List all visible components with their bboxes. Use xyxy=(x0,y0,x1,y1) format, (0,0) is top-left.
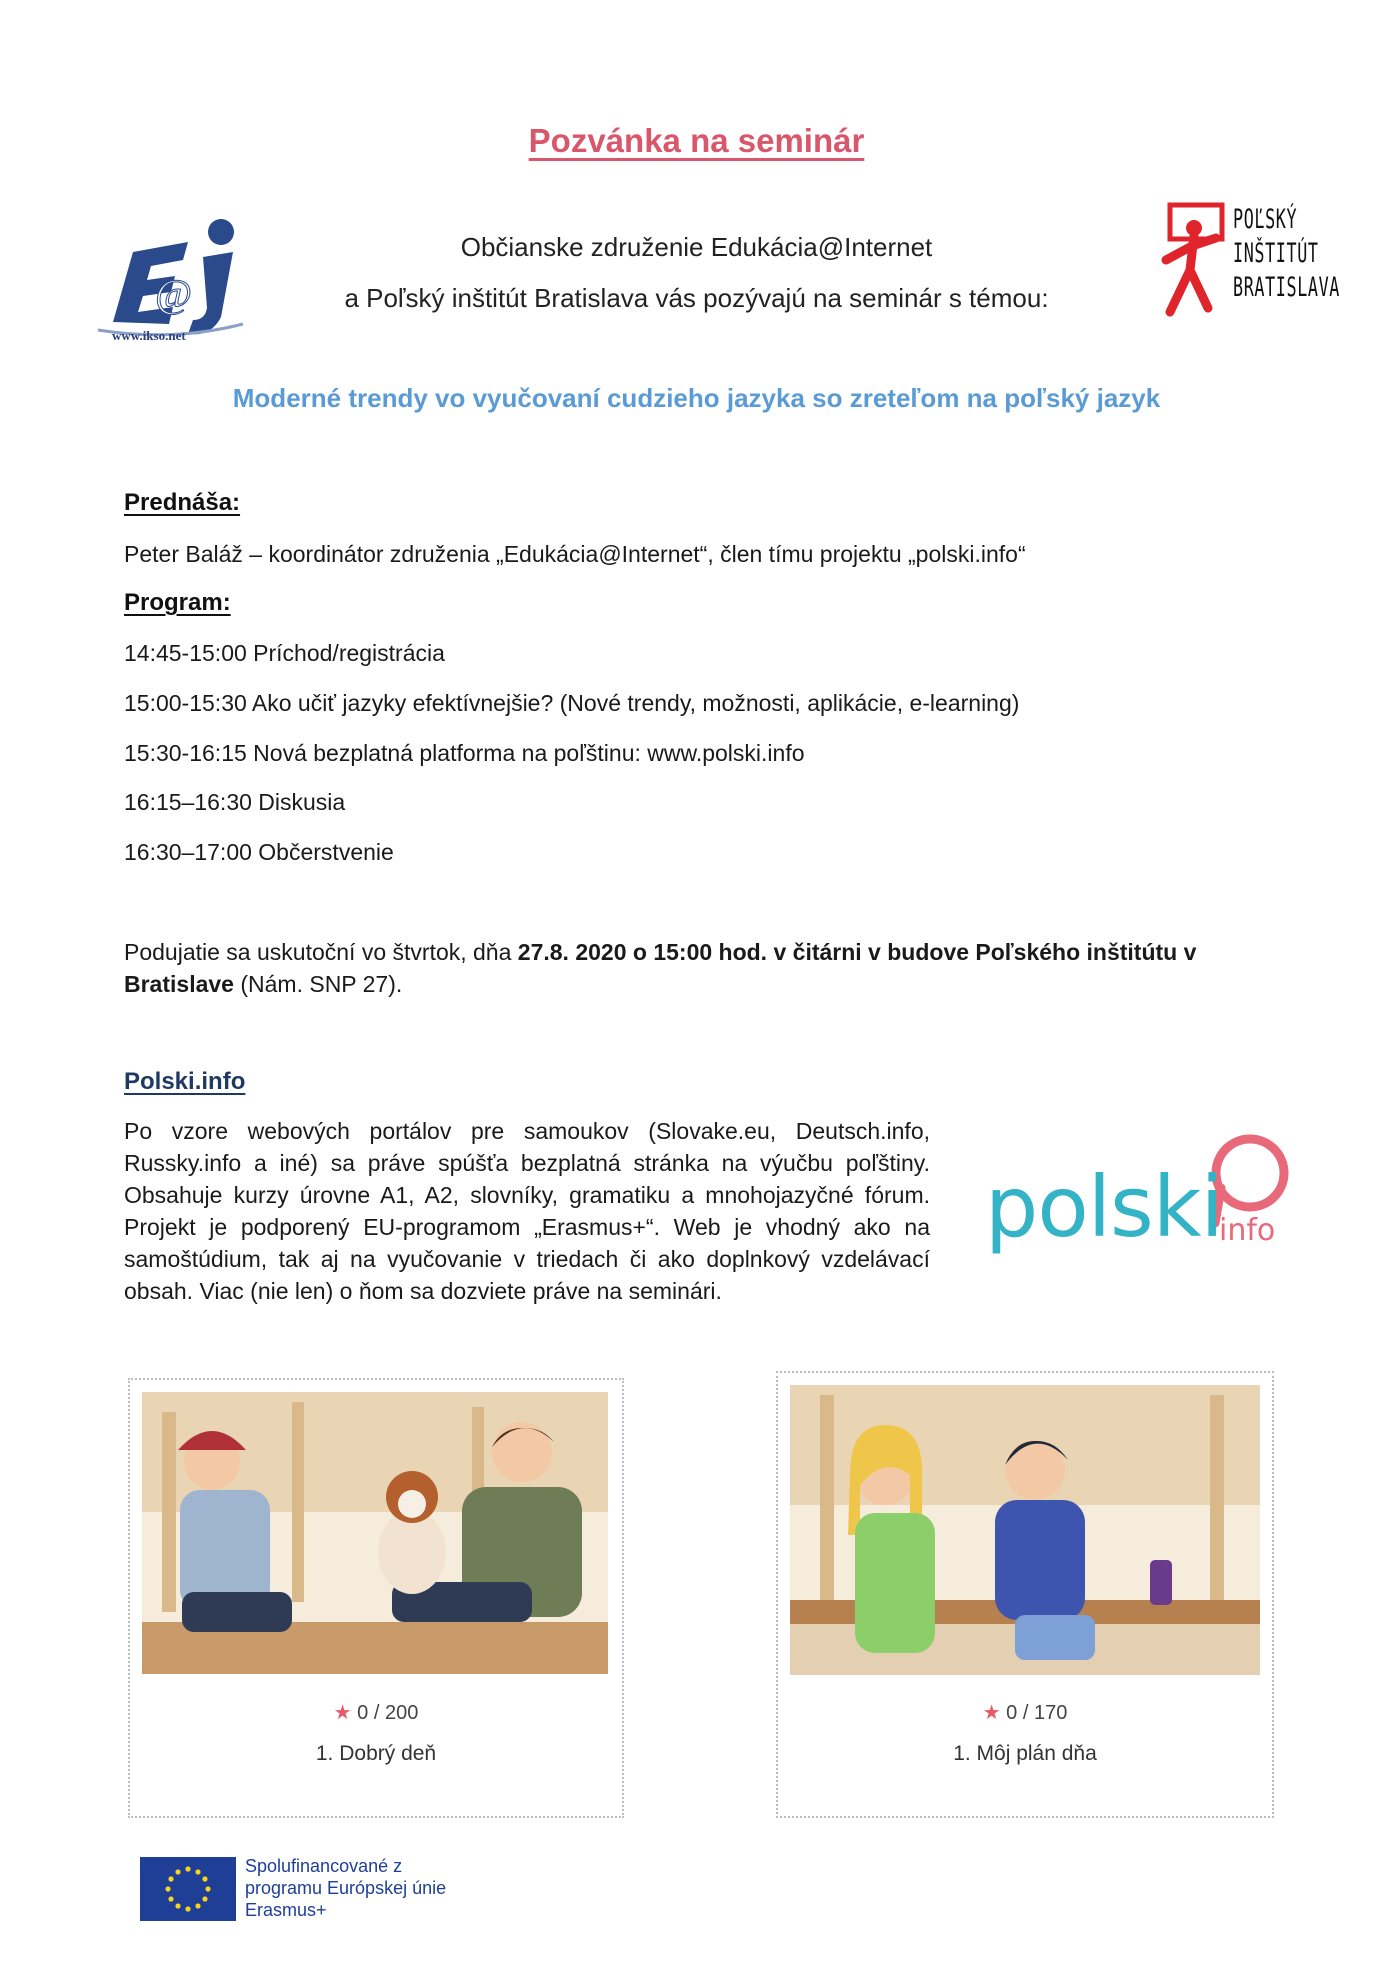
program-item: 15:30-16:15 Nová bezplatná platforma na poľštinu: www.polski.info xyxy=(124,740,805,766)
event-details xyxy=(124,936,1284,1000)
eu-text-line: Spolufinancované z xyxy=(245,1856,403,1876)
eai-logo-url: www.ikso.net xyxy=(112,328,186,343)
eu-text-line: programu Európskej únie xyxy=(245,1878,447,1898)
polski-logo-word: polski xyxy=(985,1158,1223,1256)
event-date-place: 27.8. 2020 o 15:00 hod. v čitárni v budove Poľského inštitútu v Bratislave xyxy=(124,939,1197,997)
polish-institute-line-2: INŠTITÚT xyxy=(1233,238,1319,269)
lesson-stats-value: 0 / 170 xyxy=(1006,1702,1068,1724)
lecturer-heading: Prednáša: xyxy=(124,489,241,516)
lesson-card[interactable] xyxy=(128,1378,624,1818)
event-text-pre: Podujatie sa uskutoční vo štvrtok, dňa xyxy=(124,939,518,965)
program-item: 16:30–17:00 Občerstvenie xyxy=(124,839,394,865)
program-item: 16:15–16:30 Diskusia xyxy=(124,789,346,815)
polish-institute-line-1: POĽSKÝ xyxy=(1233,204,1298,235)
lecturer-text: Peter Baláž – koordinátor združenia „Edukácia@Internet“, člen tímu projektu „polski.info“ xyxy=(124,541,1026,567)
intro-line-1: Občianske združenie Edukácia@Internet xyxy=(460,232,933,262)
lesson-illustration xyxy=(142,1392,608,1674)
lesson-title: 1. Dobrý deň xyxy=(315,1742,437,1765)
intro-line-2: a Poľský inštitút Bratislava vás pozývajú na seminár s témou: xyxy=(344,283,1049,313)
program-item: 15:00-15:30 Ako učiť jazyky efektívnejšie? (Nové trendy, možnosti, aplikácie, e-learning) xyxy=(124,690,1020,716)
seminar-topic: Moderné trendy vo vyučovaní cudzieho jazyka so zreteľom na poľský jazyk xyxy=(232,383,1161,413)
eu-funding-text xyxy=(245,1855,446,1921)
lesson-stats xyxy=(130,1700,622,1725)
eu-text-line: Erasmus+ xyxy=(245,1900,327,1920)
polski-description: Po vzore webových portálov pre samoukov (Slovake.eu, Deutsch.info, Russky.info a iné) sa práve spúšťa bezplatná stránka na výučbu poľštiny. Obsahuje kurzy úrovne A1, A2, slovníky, gramatiku a mnohojazyčné fórum. Projekt je podporený EU-programom „Erasmus+“. Web je vhodný ako na samoštúdium, tak aj na vyučovanie v triedach či ako doplnkový vzdelávací obsah. Viac (nie len) o ňom sa dozviete práve na seminári. xyxy=(124,1118,930,1304)
lesson-stats-value: 0 / 200 xyxy=(357,1702,419,1724)
program-item: 14:45-15:00 Príchod/registrácia xyxy=(124,640,445,666)
polski-logo-info: info xyxy=(1219,1213,1276,1248)
lesson-title: 1. Môj plán dňa xyxy=(953,1742,1097,1765)
lesson-card[interactable] xyxy=(776,1371,1274,1818)
lesson-stats xyxy=(778,1700,1272,1725)
svg-text:@: @ xyxy=(155,271,192,316)
polski-heading: Polski.info xyxy=(124,1068,246,1095)
event-text-post: (Nám. SNP 27). xyxy=(233,971,403,997)
page-title: Pozvánka na seminár xyxy=(528,122,865,159)
program-heading: Program: xyxy=(124,589,231,616)
lesson-illustration xyxy=(790,1385,1260,1675)
star-icon: ★ xyxy=(982,1702,1001,1724)
eu-flag-icon xyxy=(140,1857,236,1921)
polish-institute-line-3: BRATISLAVA xyxy=(1233,272,1340,303)
star-icon: ★ xyxy=(333,1702,352,1724)
